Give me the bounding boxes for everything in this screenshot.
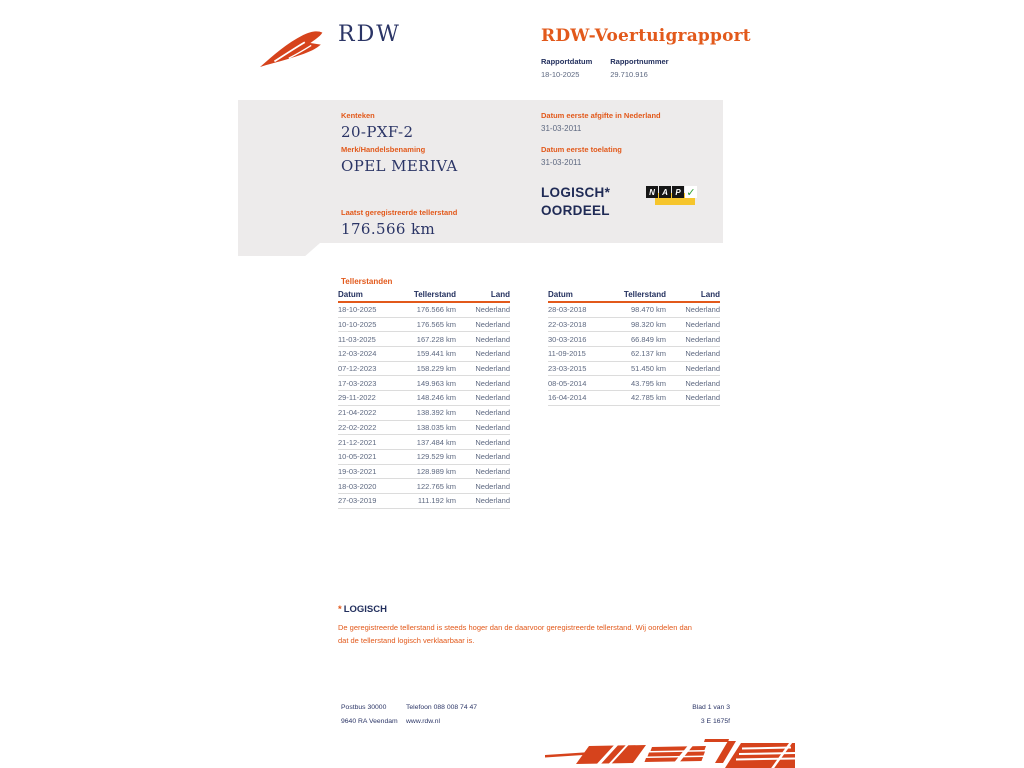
oordeel-text (541, 184, 610, 220)
odometer-table-left (338, 290, 510, 509)
rdw-logotype: RDW (338, 22, 401, 47)
footnote-title-text: LOGISCH (343, 604, 387, 615)
table-cell: 29-11-2022 (338, 393, 376, 403)
report-date-value: 18-10-2025 (541, 70, 580, 79)
table-cell: Nederland (475, 466, 510, 476)
afgifte-label: Datum eerste afgifte in Nederland (541, 111, 661, 120)
table-cell: 138.035 km (416, 422, 456, 432)
table-cell: 18-03-2020 (338, 481, 377, 491)
table-header-cell: Land (490, 290, 510, 299)
afgifte-block (541, 111, 661, 133)
table-cell: Nederland (475, 452, 510, 462)
rdw-logo-icon (252, 21, 332, 73)
table-cell: Nederland (685, 334, 720, 344)
table-header-cell: Land (700, 290, 720, 299)
footer-website: www.rdw.nl (406, 718, 440, 725)
table-header-cell: Datum (548, 290, 573, 299)
tables-title: Tellerstanden (341, 277, 393, 286)
table-cell: Nederland (475, 305, 510, 315)
oordeel-line1: LOGISCH* (541, 185, 611, 200)
table-cell: 167.228 km (416, 334, 456, 344)
table-cell: 129.529 km (416, 452, 456, 462)
table-cell: 21-04-2022 (338, 408, 377, 418)
footer-address-line: 9640 RA Veendam (341, 718, 398, 725)
report-meta (541, 57, 669, 79)
table-cell: 122.765 km (416, 481, 456, 491)
table-row (338, 479, 510, 494)
footer-page-number: Blad 1 van 3 (692, 704, 730, 711)
table-cell: 98.320 km (630, 320, 666, 330)
table-row (338, 362, 510, 377)
table-row (338, 494, 510, 509)
table-cell: 27-03-2019 (338, 496, 377, 506)
table-cell: 159.441 km (416, 349, 456, 359)
table-cell: Nederland (685, 364, 720, 374)
table-cell: Nederland (475, 408, 510, 418)
table-cell: 19-03-2021 (338, 466, 377, 476)
table-row (548, 376, 720, 391)
table-row (338, 303, 510, 318)
table-cell: 42.785 km (630, 393, 666, 403)
kenteken-value: 20-PXF-2 (341, 123, 414, 141)
table-cell: 43.795 km (630, 378, 666, 388)
table-cell: Nederland (475, 422, 510, 432)
page-footer (341, 701, 730, 729)
table-cell: 16-04-2014 (548, 393, 587, 403)
footer-phone: Telefoon 088 008 74 47 (406, 704, 478, 711)
table-cell: 12-03-2024 (338, 349, 377, 359)
table-row (338, 435, 510, 450)
table-cell: Nederland (685, 320, 720, 330)
footer-contact (406, 701, 692, 729)
nap-letter-n: N (646, 186, 658, 198)
kenteken-block (341, 111, 413, 141)
table-cell: 08-05-2014 (548, 378, 587, 388)
footer-pagination (692, 701, 730, 729)
table-cell: Nederland (475, 364, 510, 374)
table-cell: 176.565 km (416, 320, 456, 330)
table-cell: 17-03-2023 (338, 378, 377, 388)
footnote-text-line: dat de tellerstand logisch verklaarbaar is. (338, 636, 475, 645)
kenteken-label: Kenteken (341, 111, 375, 120)
table-cell: 62.137 km (630, 349, 666, 359)
table-cell: Nederland (475, 437, 510, 447)
table-cell: Nederland (685, 305, 720, 315)
oordeel-line2: OORDEEL (541, 203, 610, 218)
table-cell: 158.229 km (416, 364, 456, 374)
table-cell: 22-02-2022 (338, 422, 377, 432)
vehicle-summary-panel (238, 100, 723, 243)
table-row (338, 465, 510, 480)
table-cell: Nederland (685, 349, 720, 359)
table-cell: 66.849 km (630, 334, 666, 344)
table-row (548, 347, 720, 362)
table-row (338, 347, 510, 362)
footer-address (341, 701, 406, 729)
report-date-label: Rapportdatum (541, 57, 593, 66)
table-header-cell: Tellerstand (623, 290, 666, 299)
table-row (548, 391, 720, 406)
table-row (338, 406, 510, 421)
table-row (338, 332, 510, 347)
table-cell: 07-12-2023 (338, 364, 377, 374)
footer-form-code: 3 E 1675f (700, 718, 730, 725)
table-cell: 128.989 km (416, 466, 456, 476)
report-number-block (610, 57, 668, 79)
table-cell: 11-09-2015 (548, 349, 586, 359)
report-date-block (541, 57, 592, 79)
table-cell: 11-03-2025 (338, 334, 376, 344)
table-header-cell: Tellerstand (413, 290, 456, 299)
table-row (338, 376, 510, 391)
table-row (338, 450, 510, 465)
table-row (338, 421, 510, 436)
table-cell: Nederland (475, 349, 510, 359)
table-cell: Nederland (475, 334, 510, 344)
table-cell: 28-03-2018 (548, 305, 587, 315)
table-row (338, 318, 510, 333)
nap-logo (646, 184, 696, 208)
merk-label: Merk/Handelsbenaming (341, 145, 426, 154)
footnote-asterisk: * (338, 604, 342, 615)
merk-block (341, 145, 458, 175)
report-title: RDW-Voertuigrapport (541, 26, 751, 46)
table-row (548, 303, 720, 318)
footnote-title (338, 604, 738, 615)
tellerstand-block (341, 208, 457, 238)
table-cell: 10-10-2025 (338, 320, 377, 330)
tellerstand-label: Laatst geregistreerde tellerstand (341, 208, 458, 217)
table-header-cell: Datum (338, 290, 363, 299)
table-row (548, 318, 720, 333)
table-cell: 98.470 km (630, 305, 666, 315)
footnote-text (338, 621, 738, 647)
toelating-block (541, 145, 622, 167)
toelating-value: 31-03-2011 (541, 158, 582, 167)
table-cell: 51.450 km (630, 364, 666, 374)
nap-letter-p: P (672, 186, 684, 198)
table-row (548, 362, 720, 377)
footnote-text-line: De geregistreerde tellerstand is steeds hoger dan de daarvoor geregistreerde tellerstand. Wij oordelen dan (338, 623, 692, 632)
tellerstand-value: 176.566 km (341, 220, 436, 238)
table-cell: 18-10-2025 (338, 305, 377, 315)
table-cell: 21-12-2021 (338, 437, 377, 447)
table-cell: Nederland (475, 496, 510, 506)
report-number-value: 29.710.916 (610, 70, 648, 79)
table-row (548, 332, 720, 347)
table-cell: Nederland (475, 393, 510, 403)
toelating-label: Datum eerste toelating (541, 145, 622, 154)
table-cell: 23-03-2015 (548, 364, 587, 374)
table-cell: 111.192 km (417, 496, 456, 506)
odometer-table-right (548, 290, 720, 406)
table-cell: 176.566 km (416, 305, 456, 315)
afgifte-value: 31-03-2011 (541, 124, 582, 133)
table-header (338, 290, 510, 303)
report-number-label: Rapportnummer (610, 57, 669, 66)
table-cell: 137.484 km (416, 437, 456, 447)
table-cell: Nederland (475, 320, 510, 330)
footer-graphic-icon (545, 739, 795, 768)
table-cell: 138.392 km (416, 408, 456, 418)
nap-letter-a: A (659, 186, 671, 198)
table-cell: 22-03-2018 (548, 320, 587, 330)
table-cell: Nederland (475, 481, 510, 491)
merk-value: OPEL MERIVA (341, 157, 458, 175)
table-cell: Nederland (685, 393, 720, 403)
table-cell: 148.246 km (416, 393, 456, 403)
table-cell: 30-03-2016 (548, 334, 587, 344)
table-cell: 10-05-2021 (338, 452, 377, 462)
nap-check-icon: ✓ (686, 186, 696, 199)
table-cell: Nederland (685, 378, 720, 388)
table-cell: Nederland (475, 378, 510, 388)
table-cell: 149.963 km (416, 378, 456, 388)
panel-corner-tab (238, 243, 320, 256)
table-header (548, 290, 720, 303)
footer-address-line: Postbus 30000 (341, 704, 387, 711)
footnote (338, 604, 738, 647)
table-row (338, 391, 510, 406)
